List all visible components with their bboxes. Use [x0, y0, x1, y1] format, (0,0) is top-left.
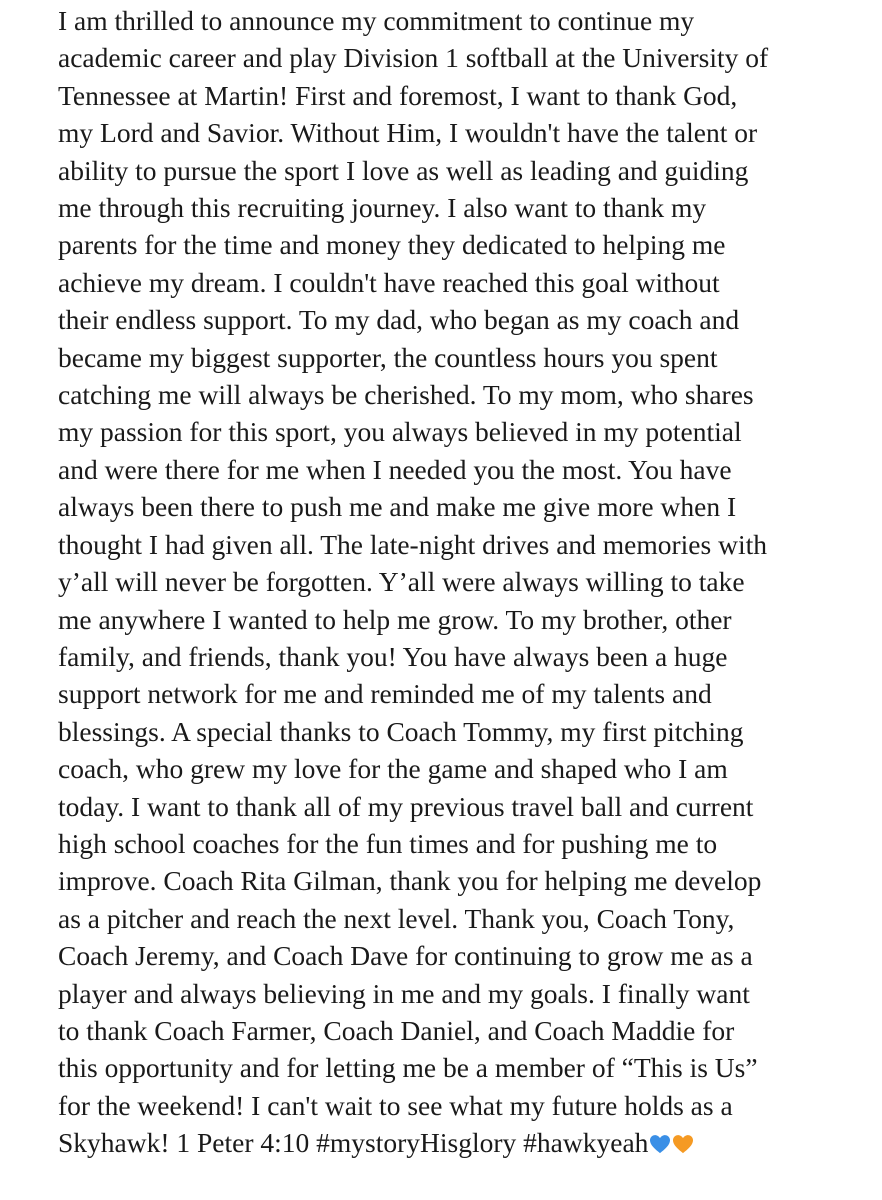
note-line-12: my passion for this sport, you always believed in my potential [58, 416, 742, 448]
note-line-10: became my biggest supporter, the countless hours you spent [58, 341, 718, 373]
blue-heart-icon [649, 1134, 671, 1154]
note-line-30: for the weekend! I can't wait to see what my future holds as a [58, 1089, 733, 1121]
note-line-13: and were there for me when I needed you the most. You have [58, 453, 732, 485]
blue-heart-shape [650, 1135, 670, 1153]
note-line-27: player and always believing in me and my goals. I finally want [58, 977, 750, 1009]
note-line-7: parents for the time and money they dedicated to helping me [58, 229, 726, 261]
note-line-4: my Lord and Savior. Without Him, I wouldn't have the talent or [58, 117, 758, 149]
orange-heart-icon [672, 1134, 694, 1154]
note-line-18: family, and friends, thank you! You have always been a huge [58, 640, 728, 672]
note-line-19: support network for me and reminded me of my talents and [58, 678, 712, 710]
note-line-28: to thank Coach Farmer, Coach Daniel, and Coach Maddie for [58, 1014, 735, 1046]
note-line-31 [58, 1124, 858, 1161]
note-line-22: today. I want to thank all of my previous travel ball and current [58, 790, 754, 822]
note-line-15: thought I had given all. The late-night drives and memories with [58, 528, 767, 560]
orange-heart-shape [673, 1135, 693, 1153]
note-line-20: blessings. A special thanks to Coach Tommy, my first pitching [58, 715, 744, 747]
commitment-note [58, 2, 858, 1162]
note-line-25: as a pitcher and reach the next level. Thank you, Coach Tony, [58, 902, 735, 934]
note-line-1: I am thrilled to announce my commitment to continue my [58, 5, 695, 36]
note-line-5: ability to pursue the sport I love as well as leading and guiding [58, 154, 749, 186]
note-line-29: this opportunity and for letting me be a member of “This is Us” [58, 1052, 758, 1084]
note-line-8: achieve my dream. I couldn't have reached this goal without [58, 266, 720, 298]
note-line-26: Coach Jeremy, and Coach Dave for continuing to grow me as a [58, 940, 753, 972]
note-line-9: their endless support. To my dad, who began as my coach and [58, 304, 740, 336]
note-line-6: me through this recruiting journey. I also want to thank my [58, 192, 707, 224]
page-bottom-edge [0, 1194, 882, 1200]
note-line-16: y’all will never be forgotten. Y’all were always willing to take [58, 566, 745, 598]
note-line-3: Tennessee at Martin! First and foremost, I want to thank God, [58, 79, 738, 111]
note-line-17: me anywhere I wanted to help me grow. To my brother, other [58, 603, 732, 635]
note-line-21: coach, who grew my love for the game and shaped who I am [58, 753, 728, 785]
note-line-14: always been there to push me and make me give more when I [58, 491, 737, 523]
note-last-line-text: Skyhawk! 1 Peter 4:10 #mystoryHisglory #hawkyeah [58, 1127, 649, 1159]
note-line-2: academic career and play Division 1 softball at the University of [58, 42, 769, 74]
note-line-11: catching me will always be cherished. To my mom, who shares [58, 379, 754, 411]
note-line-24: improve. Coach Rita Gilman, thank you for helping me develop [58, 865, 762, 897]
note-line-23: high school coaches for the fun times and for pushing me to [58, 827, 718, 859]
